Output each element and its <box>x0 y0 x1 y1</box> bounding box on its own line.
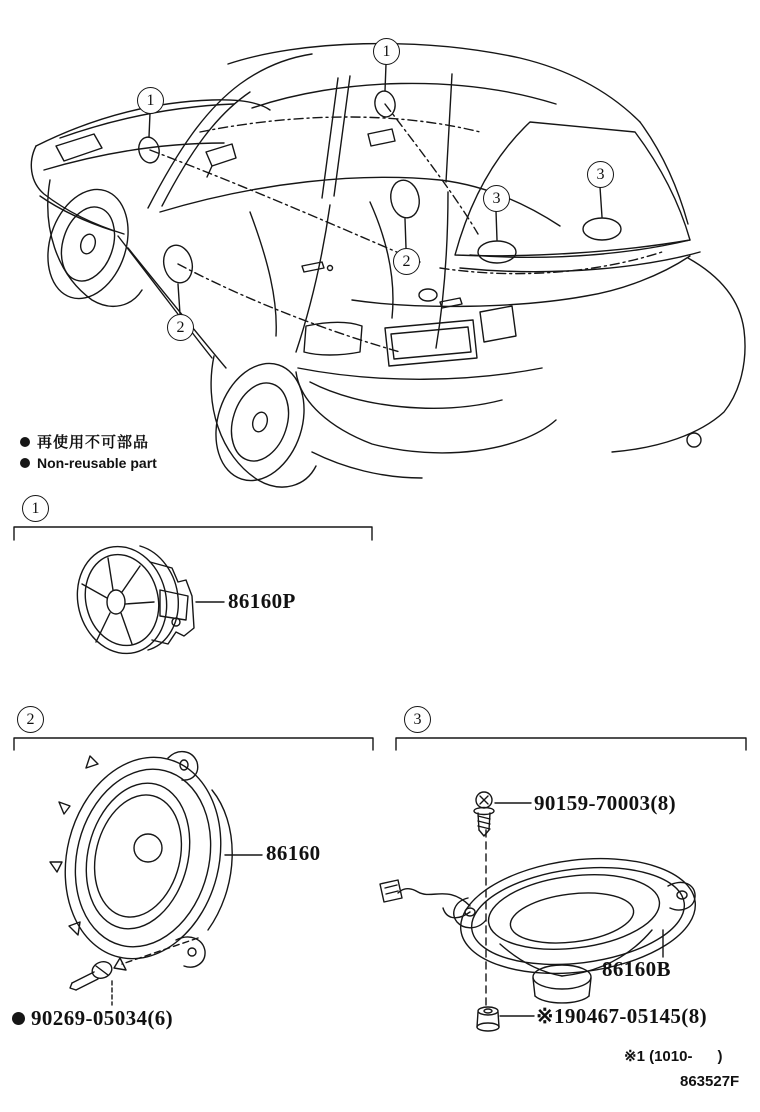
speaker-wire <box>380 880 470 918</box>
part-number-door-speaker: 86160 <box>266 841 321 865</box>
section-3-number: 3 <box>404 706 431 733</box>
dash-speaker-left-location <box>136 135 162 165</box>
non-reusable-bullet-icon <box>12 1012 25 1025</box>
figure-code: 863527F <box>680 1073 740 1090</box>
non-reusable-bullet-icon <box>20 458 30 468</box>
non-reusable-bullet-icon <box>20 437 30 447</box>
rear-shelf-speaker-left-location <box>478 241 516 263</box>
callout-2-front-door: 2 <box>167 314 194 341</box>
part-number-rear-speaker: 86160B <box>602 957 671 981</box>
tail-lamp-left <box>304 322 362 355</box>
part-number-rear-clip: 90467-05145(8) <box>564 1004 707 1028</box>
rear-shelf-speaker-right-location <box>583 218 621 240</box>
callout-2-rear-door: 2 <box>393 248 420 275</box>
tweeter-illustration <box>66 537 224 663</box>
callout-1-dash-right: 1 <box>373 38 400 65</box>
part-number-door-screw: 90269-05034(6) <box>31 1006 174 1030</box>
legend-text-en: Non-reusable part <box>37 455 157 471</box>
oval-speaker-illustration <box>380 792 702 1031</box>
part-number-rear-clip-row <box>536 1004 707 1029</box>
section-2-bracket <box>14 738 373 750</box>
section-2-number: 2 <box>17 706 44 733</box>
footnote-marker: ※1 <box>536 1004 565 1028</box>
tail-lamp-right <box>480 306 516 342</box>
part-number-tweeter: 86160P <box>228 589 296 613</box>
callout-3-shelf-left: 3 <box>483 185 510 212</box>
front-door-handle <box>302 262 324 272</box>
callout-3-shelf-right: 3 <box>587 161 614 188</box>
section-1-bracket <box>14 527 372 540</box>
door-speaker-illustration <box>45 741 262 1005</box>
mirror <box>206 144 236 166</box>
section-3-bracket <box>396 738 746 750</box>
legend <box>20 431 157 474</box>
footnote-date-range: ※1 (1010- ) <box>624 1048 723 1065</box>
car-illustration <box>31 44 745 492</box>
rear-bolt-icon <box>474 792 531 836</box>
rear-wheel-arch <box>211 356 316 487</box>
door-screw-icon <box>70 938 198 1005</box>
section-1-number: 1 <box>22 495 49 522</box>
part-number-rear-bolt: 90159-70003(8) <box>534 791 677 815</box>
callout-1-dash-left: 1 <box>137 87 164 114</box>
legend-text-jp: 再使用不可部品 <box>37 434 150 451</box>
part-number-door-screw-row <box>12 1006 173 1031</box>
section-brackets <box>14 527 746 750</box>
rear-door-speaker-location <box>387 178 422 221</box>
rear-clip-icon <box>477 1007 534 1031</box>
rear-wheel <box>202 352 319 492</box>
trunk-emblem <box>419 289 437 301</box>
